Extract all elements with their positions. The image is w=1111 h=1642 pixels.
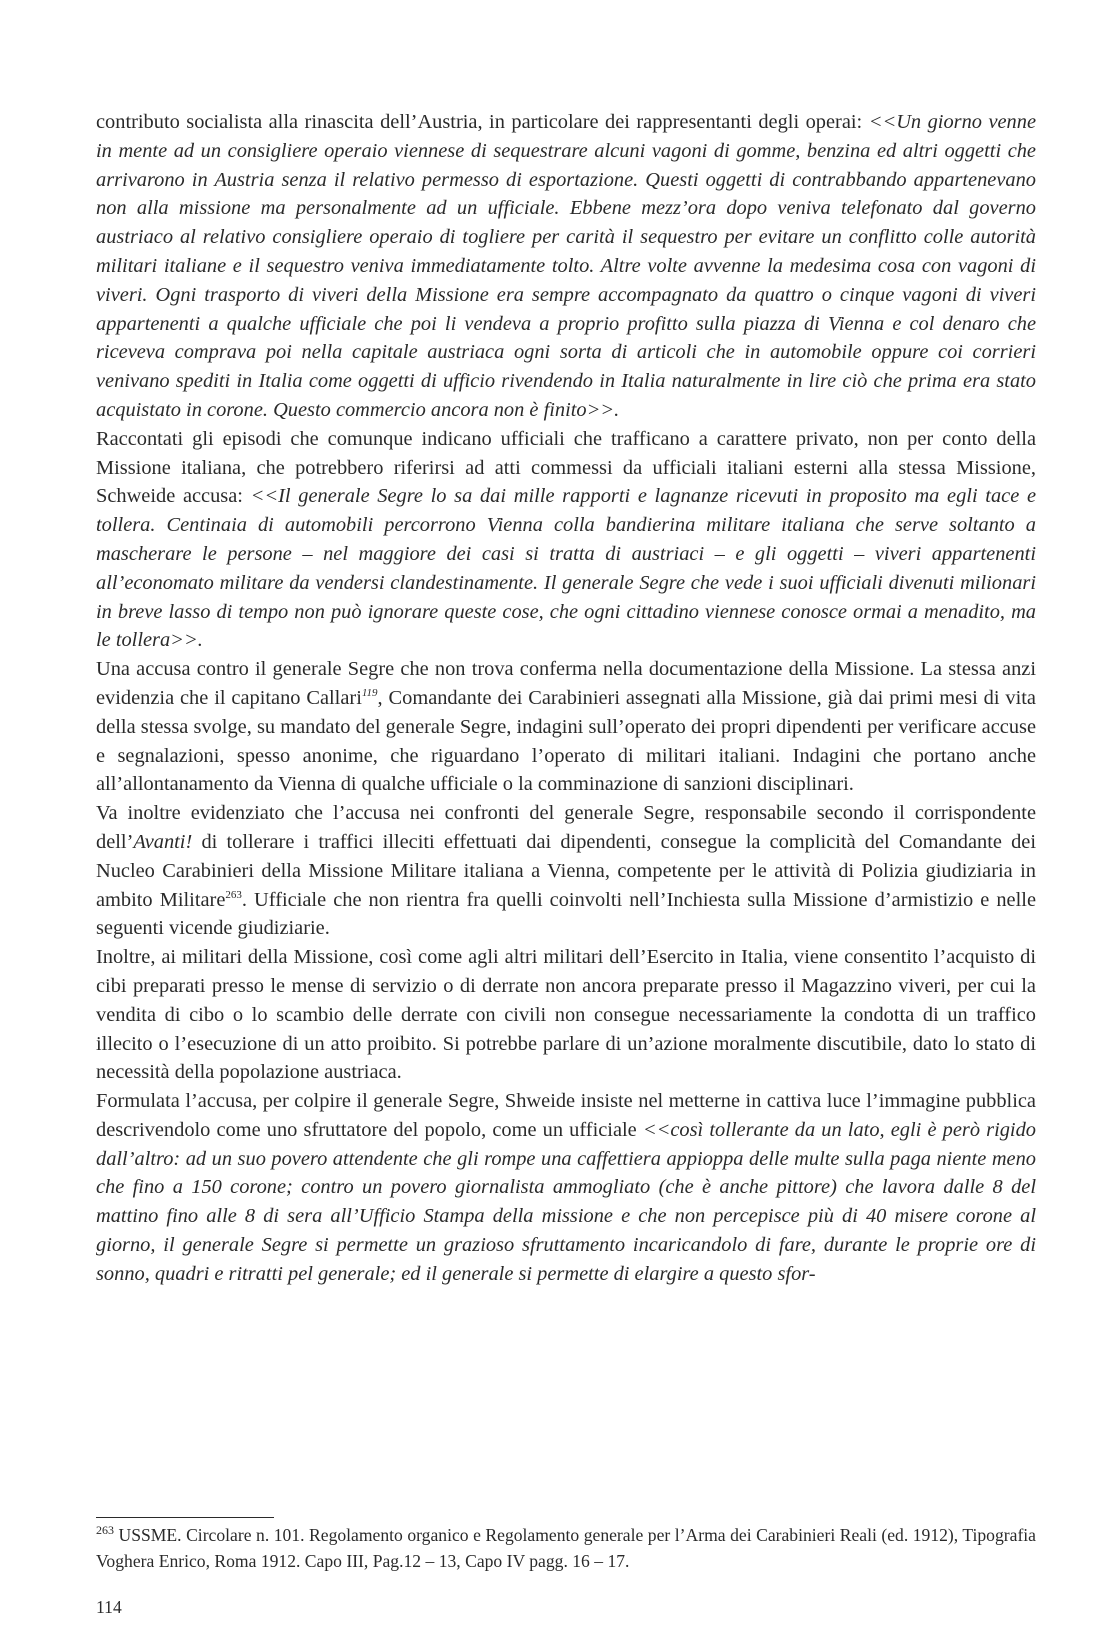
text-run: , Comandante dei Carabinieri assegnati alla Missione, già dai primi mesi di vita della stessa svolge, su mandato del generale Segre, indagini sull’operato dei propri dipendenti per verificare accuse e segnalazioni, spesso anonime, che riguardano l’operato di militari italiani. Indagini che portano anche all’allontanamento da Vienna di qualche ufficiale o la comminazione di sanzioni disciplinari. (96, 686, 1036, 796)
footnote-divider (96, 1517, 274, 1518)
body-text (96, 108, 1036, 1289)
italic-quote: Avanti! (133, 830, 193, 853)
footnote-number: 263 (96, 1523, 114, 1538)
paragraph (96, 1087, 1036, 1289)
footnote (96, 1522, 1036, 1574)
text-run: Una accusa contro il generale Segre che non trova conferma nella documentazione della Missione. La stessa anzi evidenzia che il capitano Callari (96, 658, 1036, 709)
paragraph (96, 655, 1036, 799)
italic-quote: <<Un giorno venne in mente ad un consigliere operaio viennese di sequestrare alcuni vagoni di gomme, benzina ed altri oggetti che arrivarono in Austria senza il relativo permesso di esportazione. Questi oggetti di contrabbando appartenevano non alla missione ma personalmente ad un ufficiale. Ebbene mezz’ora dopo veniva telefonato dal governo austriaco al relativo consigliere operaio di togliere per carità il sequestro per evitare un conflitto colle autorità militari italiane e il sequestro veniva immediatamente tolto. Altre volte avvenne la medesima cosa con vagoni di viveri. Ogni trasporto di viveri della Missione era sempre accompagnato da quattro o cinque vagoni di viveri appartenenti a qualche ufficiale che poi li vendeva a proprio profitto sulla piazza di Vienna e col denaro che riceveva comprava poi nella capitale austriaca ogni sorta di articoli che in automobile oppure coi corrieri venivano spediti in Italia come oggetti di ufficio rivendendo in Italia naturalmente in lire ciò che prima era stato acquistato in corone. Questo commercio ancora non è finito>>. (96, 111, 1036, 421)
italic-quote: <<Il generale Segre lo sa dai mille rapporti e lagnanze ricevuti in proposito ma egli tace e tollera. Centinaia di automobili percorrono Vienna colla bandierina militare italiana che serve soltanto a mascherare le persone – nel maggiore dei casi si tratta di austriaci – e gli oggetti – viveri appartenenti all’economato militare da vendersi clandestinamente. Il generale Segre che vede i suoi ufficiali divenuti milionari in breve lasso di tempo non può ignorare queste cose, che ogni cittadino viennese conosce ormai a menadito, ma le tollera>>. (96, 485, 1036, 652)
text-run: contributo socialista alla rinascita dell’Austria, in particolare dei rappresentanti degli operai: (96, 111, 869, 133)
paragraph (96, 799, 1036, 943)
footnote-text: USSME. Circolare n. 101. Regolamento organico e Regolamento generale per l’Arma dei Carabinieri Reali (ed. 1912), Tipografia Voghera Enrico, Roma 1912. Capo III, Pag.12 – 13, Capo IV pagg. 16 – 17. (96, 1525, 1036, 1571)
footnote-reference: 263 (225, 888, 242, 901)
text-run: . Ufficiale che non rientra fra quelli coinvolti nell’Inchiesta sulla Missione d’armistizio e nelle seguenti vicende giudiziarie. (96, 888, 1036, 940)
paragraph (96, 943, 1036, 1087)
text-run: Va inoltre evidenziato che l’accusa nei confronti del generale Segre, responsabile secondo il corrispondente dell’ (96, 802, 1036, 853)
footnote-reference: 119 (361, 687, 378, 700)
text-run: di tollerare i traffici illeciti effettuati dai dipendenti, consegue la complicità del Comandante dei Nucleo Carabinieri della Missione Militare italiana a Vienna, competente per le attività di Polizia giudiziaria in ambito Militare (96, 830, 1036, 911)
text-run: Formulata l’accusa, per colpire il generale Segre, Shweide insiste nel metterne in cattiva luce l’immagine pubblica descrivendolo come uno sfruttatore del popolo, come un ufficiale (96, 1090, 1036, 1141)
paragraph (96, 108, 1036, 425)
paragraph (96, 425, 1036, 655)
page-number: 114 (96, 1597, 122, 1617)
text-run: Raccontati gli episodi che comunque indicano ufficiali che trafficano a carattere privato, non per conto della Missione italiana, che potrebbero riferirsi ad atti commessi da ufficiali italiani esterni alla stessa Missione, Schweide accusa: (96, 427, 1036, 508)
italic-quote: <<così tollerante da un lato, egli è però rigido dall’altro: ad un suo povero attendente che gli rompe una caffettiera appioppa delle multe sulla paga niente meno che fino a 150 corone; contro un povero giornalista ammogliato (che è anche pittore) che lavora dalle 8 del mattino fino alle 8 di sera all’Ufficio Stampa della missione e che non percepisce più di 40 misere corone al giorno, il generale Segre si permette un grazioso sfruttamento incaricandolo di fare, durante le proprie ore di sonno, quadri e ritratti pel generale; ed il generale si permette di elargire a questo sfor- (96, 1118, 1036, 1285)
text-run: Inoltre, ai militari della Missione, così come agli altri militari dell’Esercito in Italia, viene consentito l’acquisto di cibi preparati presso le mense di servizio o di derrate non ancora preparate presso il Magazzino viveri, per cui la vendita di cibo o lo scambio delle derrate con civili non consegue necessariamente la condotta di un traffico illecito o l’esecuzione di un atto proibito. Si potrebbe parlare di un’azione moralmente discutibile, dato lo stato di necessità della popolazione austriaca. (96, 946, 1036, 1084)
